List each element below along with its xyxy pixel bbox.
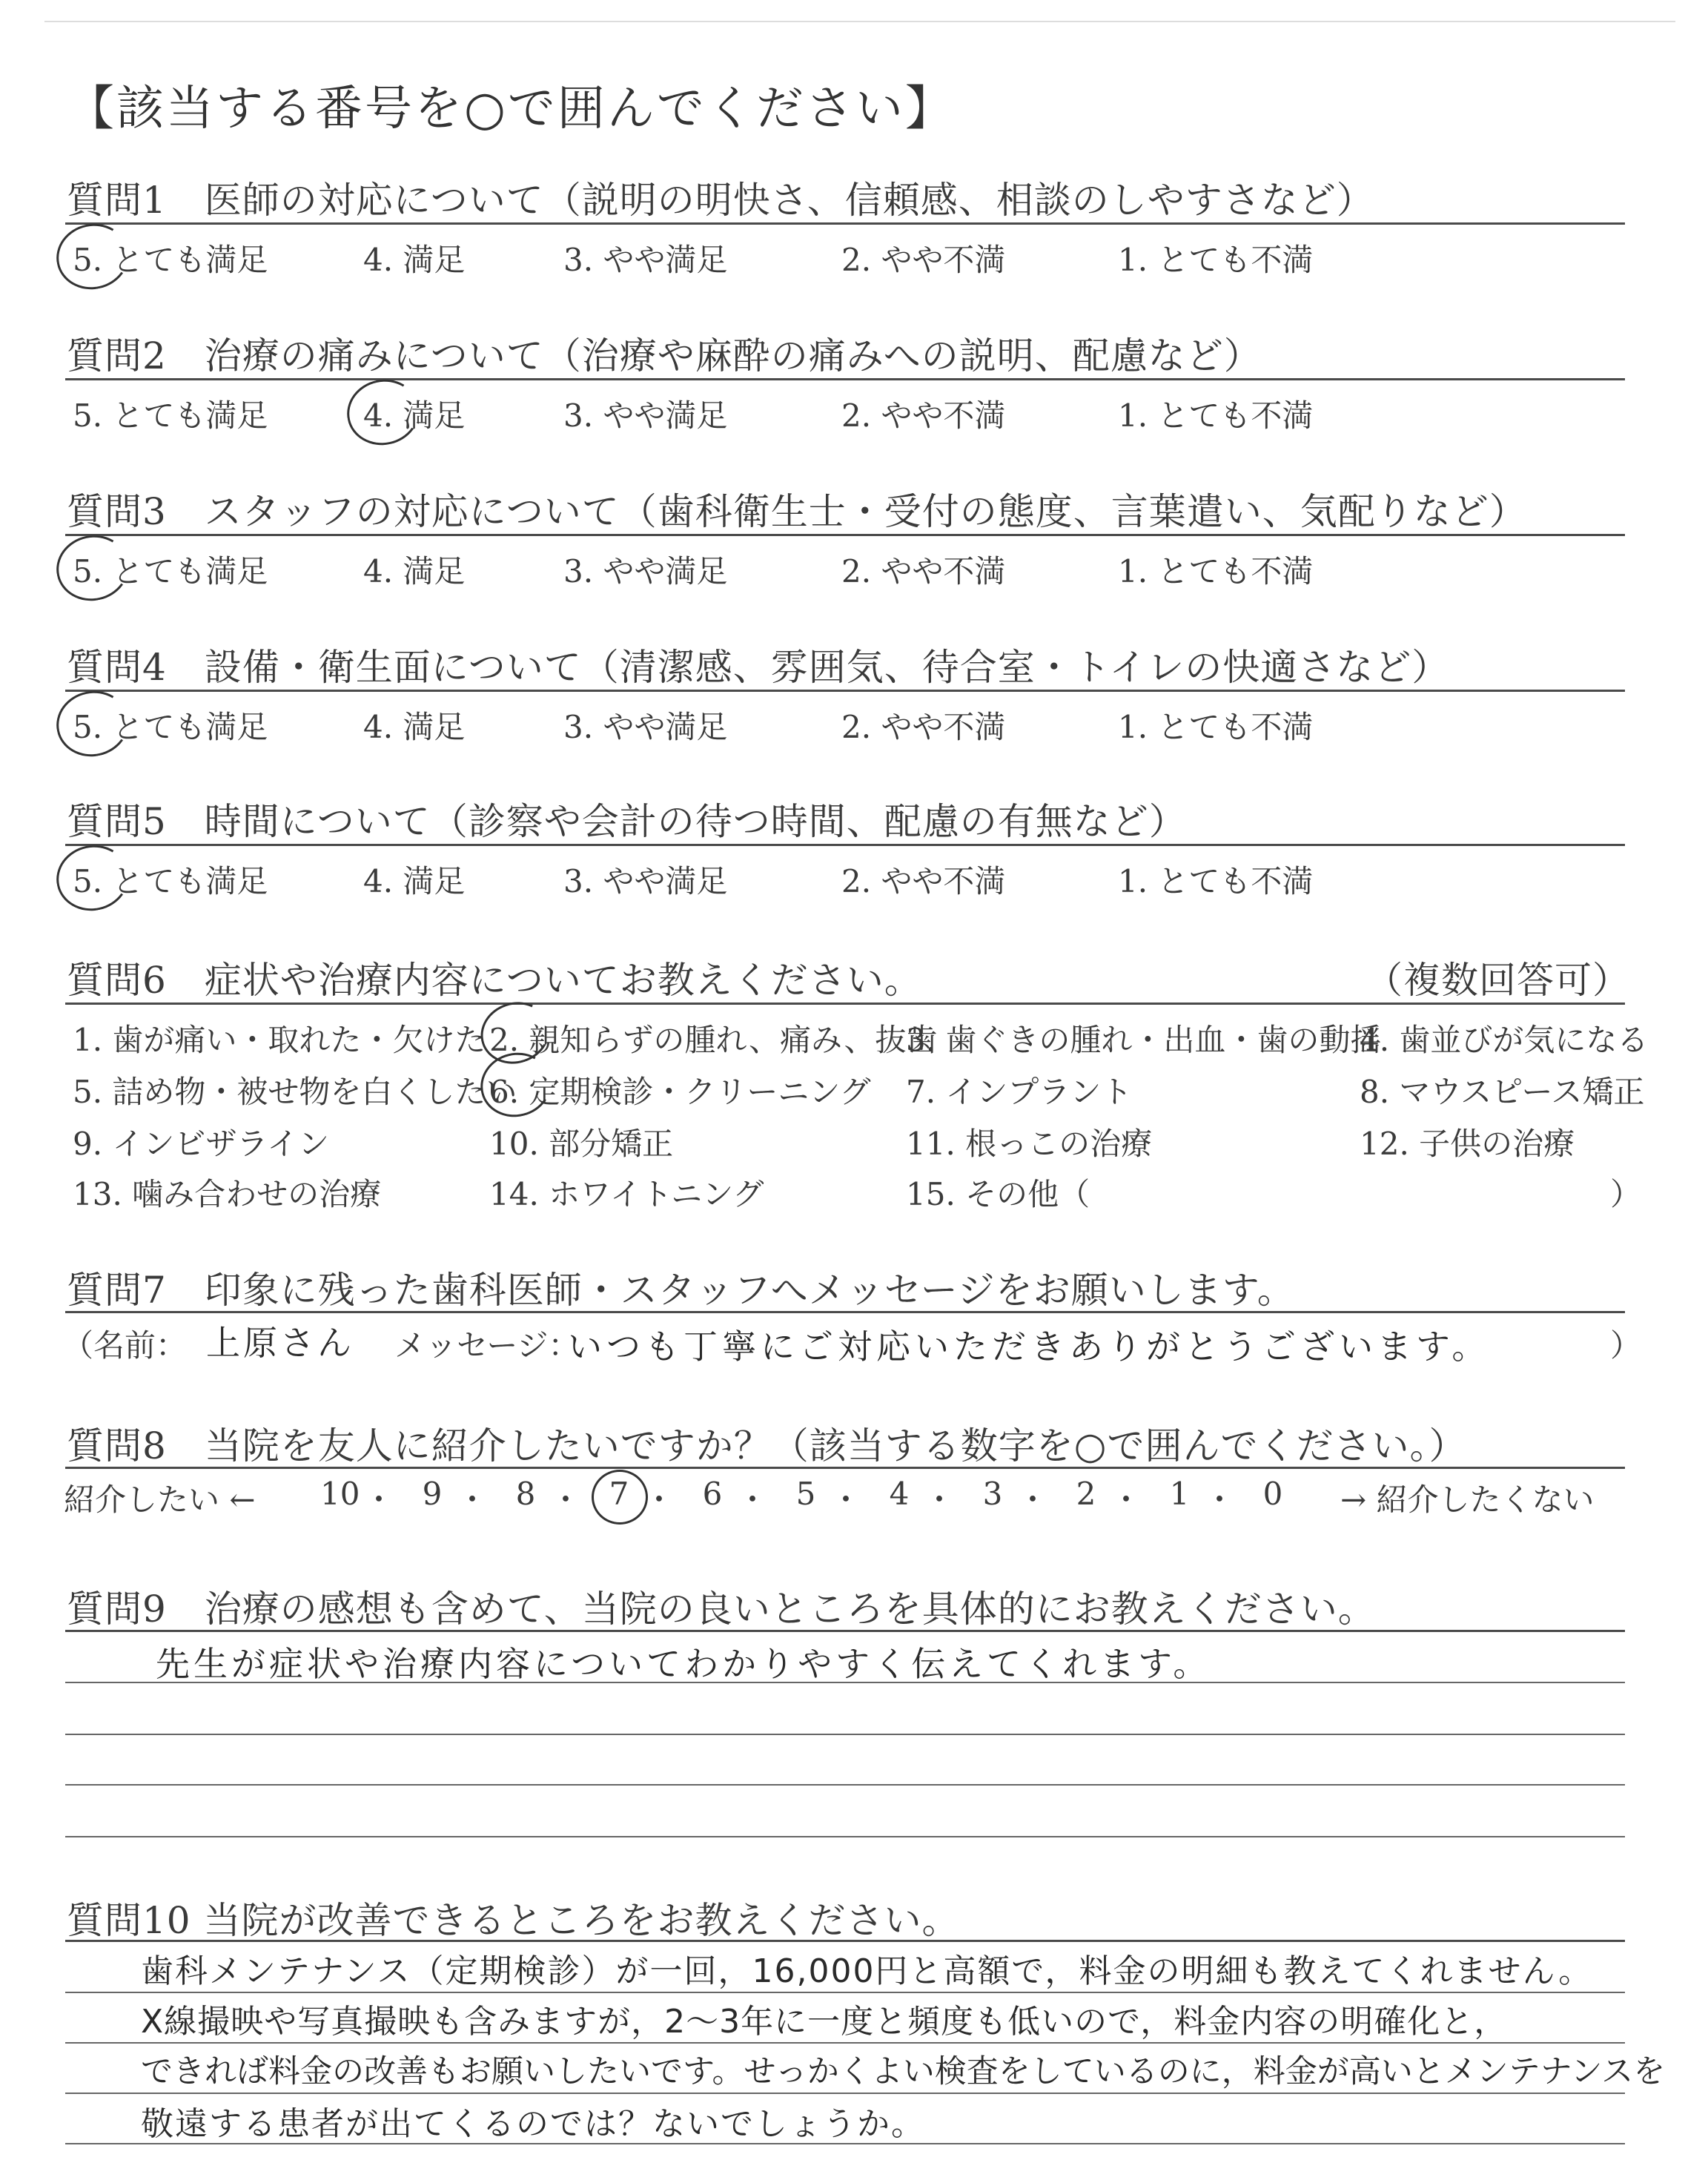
q3-option-5[interactable]: 5. とても満足 xyxy=(73,553,268,589)
q4-option-1[interactable]: 1. とても不満 xyxy=(1118,709,1314,745)
q6-option-5[interactable]: 5. 詰め物・被せ物を白くしたい xyxy=(73,1074,517,1110)
q4-option-2[interactable]: 2. やや不満 xyxy=(841,709,1006,745)
q10-line-2 xyxy=(65,2042,1625,2044)
q8-scale-10[interactable]: 10 xyxy=(320,1476,360,1512)
q1-title: 質問1 医師の対応について（説明の明快さ、信頼感、相談のしやすさなど） xyxy=(67,179,1374,222)
q8-right-label: → 紹介したくない xyxy=(1340,1482,1595,1518)
q8-scale-separator: ・ xyxy=(737,1482,769,1518)
q10-line-4 xyxy=(65,2143,1625,2144)
q4-option-3[interactable]: 3. やや満足 xyxy=(563,709,728,745)
q8-scale-separator: ・ xyxy=(1017,1482,1049,1518)
q3-rule xyxy=(65,534,1625,536)
q7-rule xyxy=(65,1311,1625,1313)
q10-answer-line-4[interactable]: 敬遠する患者が出てくるのでは？ないでしょうか。 xyxy=(141,2105,925,2143)
q5-option-3[interactable]: 3. やや満足 xyxy=(563,863,728,899)
q3-option-1[interactable]: 1. とても不満 xyxy=(1118,553,1314,589)
q1-option-2[interactable]: 2. やや不満 xyxy=(841,242,1006,278)
q2-option-5[interactable]: 5. とても満足 xyxy=(73,397,268,434)
q10-line-3 xyxy=(65,2093,1625,2094)
q8-scale-separator: ・ xyxy=(1110,1482,1142,1518)
q3-option-2[interactable]: 2. やや不満 xyxy=(841,553,1006,589)
q5-option-2[interactable]: 2. やや不満 xyxy=(841,863,1006,899)
q8-title: 質問8 当院を友人に紹介したいですか？（該当する数字を○で囲んでください。） xyxy=(67,1424,1467,1467)
q9-line-4 xyxy=(65,1836,1625,1837)
q6-option-12[interactable]: 12. 子供の治療 xyxy=(1360,1126,1575,1162)
q7-prefix: （名前： xyxy=(62,1327,188,1364)
q9-line-3 xyxy=(65,1784,1625,1786)
q7-title: 質問7 印象に残った歯科医師・スタッフへメッセージをお願いします。 xyxy=(67,1269,1295,1312)
q8-scale-separator: ・ xyxy=(1204,1482,1236,1518)
q8-scale-9[interactable]: 9 xyxy=(422,1476,443,1512)
scan-edge xyxy=(44,21,1675,22)
q1-option-3[interactable]: 3. やや満足 xyxy=(563,242,728,278)
q2-option-3[interactable]: 3. やや満足 xyxy=(563,397,728,434)
q4-option-5[interactable]: 5. とても満足 xyxy=(73,709,268,745)
q8-scale-separator: ・ xyxy=(550,1482,582,1518)
q8-scale-separator: ・ xyxy=(830,1482,862,1518)
q6-note: （複数回答可） xyxy=(1366,959,1630,1002)
q10-line-1 xyxy=(65,1992,1625,1993)
q8-scale-8[interactable]: 8 xyxy=(515,1476,536,1512)
q6-option-14[interactable]: 14. ホワイトニング xyxy=(489,1176,764,1212)
q9-line-1 xyxy=(65,1682,1625,1683)
q8-scale-separator: ・ xyxy=(924,1482,956,1518)
q1-selection-circle xyxy=(50,217,135,296)
q6-option-2[interactable]: 2. 親知らずの腫れ、痛み、抜歯 xyxy=(489,1022,938,1058)
q9-line-2 xyxy=(65,1734,1625,1735)
q8-scale-separator: ・ xyxy=(643,1482,675,1518)
q10-answer-line-1[interactable]: 歯科メンテナンス（定期検診）が一回，16,000円と高額で，料金の明細も教えてくれません。 xyxy=(141,1952,1593,1990)
q5-rule xyxy=(65,844,1625,846)
q6-rule xyxy=(65,1003,1625,1005)
q9-answer[interactable]: 先生が症状や治療内容についてわかりやすく伝えてくれます。 xyxy=(156,1644,1211,1684)
q8-scale-2[interactable]: 2 xyxy=(1076,1476,1096,1512)
q2-option-4[interactable]: 4. 満足 xyxy=(363,397,466,434)
q2-selection-circle xyxy=(341,373,426,452)
page-header: 【該当する番号を○で囲んでください】 xyxy=(67,82,955,136)
q7-message[interactable]: いつも丁寧にご対応いただきありがとうございます。 xyxy=(568,1327,1491,1367)
q7-message-label: メッセージ： xyxy=(394,1327,580,1364)
q6-option-11[interactable]: 11. 根っこの治療 xyxy=(906,1126,1153,1162)
q5-selection-circle xyxy=(50,839,135,917)
q8-scale-0[interactable]: 0 xyxy=(1262,1476,1283,1512)
q2-option-1[interactable]: 1. とても不満 xyxy=(1118,397,1314,434)
q5-option-5[interactable]: 5. とても満足 xyxy=(73,863,268,899)
q2-rule xyxy=(65,378,1625,380)
q5-option-4[interactable]: 4. 満足 xyxy=(363,863,466,899)
q6-option-7[interactable]: 7. インプラント xyxy=(906,1074,1133,1110)
q10-title: 質問10 当院が改善できるところをお教えください。 xyxy=(67,1899,960,1942)
q2-title: 質問2 治療の痛みについて（治療や麻酔の痛みへの説明、配慮など） xyxy=(67,334,1262,377)
q3-title: 質問3 スタッフの対応について（歯科衛生士・受付の態度、言葉遣い、気配りなど） xyxy=(67,490,1527,533)
q4-title: 質問4 設備・衛生面について（清潔感、雰囲気、待合室・トイレの快適さなど） xyxy=(67,646,1450,689)
q7-name[interactable]: 上原さん xyxy=(206,1323,354,1363)
q1-option-5[interactable]: 5. とても満足 xyxy=(73,242,268,278)
q3-option-3[interactable]: 3. やや満足 xyxy=(563,553,728,589)
q9-title: 質問9 治療の感想も含めて、当院の良いところを具体的にお教えください。 xyxy=(67,1588,1376,1631)
q8-scale-1[interactable]: 1 xyxy=(1169,1476,1190,1512)
q2-option-2[interactable]: 2. やや不満 xyxy=(841,397,1006,434)
q6-option-6[interactable]: 6. 定期検診・クリーニング xyxy=(489,1074,871,1110)
q8-scale-7[interactable]: 7 xyxy=(609,1476,629,1512)
q8-scale-3[interactable]: 3 xyxy=(982,1476,1003,1512)
q4-rule xyxy=(65,690,1625,692)
q8-scale-separator: ・ xyxy=(457,1482,489,1518)
q4-selection-circle xyxy=(50,684,135,763)
q10-answer-line-3[interactable]: できれば料金の改善もお願いしたいです。せっかくよい検査をしているのに，料金が高いとメンテナンスを xyxy=(141,2053,1666,2090)
q5-option-1[interactable]: 1. とても不満 xyxy=(1118,863,1314,899)
q6-option-15-close: ） xyxy=(1610,1176,1642,1212)
q4-option-4[interactable]: 4. 満足 xyxy=(363,709,466,745)
q8-scale-separator: ・ xyxy=(363,1482,395,1518)
q6-option-13[interactable]: 13. 噛み合わせの治療 xyxy=(73,1176,382,1212)
q8-left-label: 紹介したい ← xyxy=(64,1482,256,1518)
q10-rule xyxy=(65,1940,1625,1942)
q5-title: 質問5 時間について（診察や会計の待つ時間、配慮の有無など） xyxy=(67,800,1187,843)
q6-option-4[interactable]: 4. 歯並びが気になる xyxy=(1360,1022,1649,1058)
q8-scale-4[interactable]: 4 xyxy=(889,1476,910,1512)
q1-option-4[interactable]: 4. 満足 xyxy=(363,242,466,278)
q7-suffix: ） xyxy=(1610,1327,1642,1364)
q8-scale-6[interactable]: 6 xyxy=(702,1476,723,1512)
q8-selection-circle xyxy=(592,1470,648,1525)
q10-answer-line-2[interactable]: X線撮映や写真撮映も含みますが，2〜3年に一度と頻度も低いので，料金内容の明確化と， xyxy=(141,2003,1508,2041)
q9-rule xyxy=(65,1630,1625,1632)
q6-option-8[interactable]: 8. マウスピース矯正 xyxy=(1360,1074,1645,1110)
q1-option-1[interactable]: 1. とても不満 xyxy=(1118,242,1314,278)
q6-option-1[interactable]: 1. 歯が痛い・取れた・欠けた xyxy=(73,1022,486,1058)
q3-option-4[interactable]: 4. 満足 xyxy=(363,553,466,589)
q6-option-9[interactable]: 9. インビザライン xyxy=(73,1126,330,1162)
q8-scale-5[interactable]: 5 xyxy=(795,1476,816,1512)
q6-option-15[interactable]: 15. その他（ xyxy=(906,1176,1090,1212)
q8-rule xyxy=(65,1467,1625,1469)
q6-option-10[interactable]: 10. 部分矯正 xyxy=(489,1126,674,1162)
q3-selection-circle xyxy=(50,529,135,607)
q1-rule xyxy=(65,222,1625,225)
q6-title: 質問6 症状や治療内容についてお教えください。 xyxy=(67,959,922,1002)
q6-option-3[interactable]: 3. 歯ぐきの腫れ・出血・歯の動揺 xyxy=(906,1022,1382,1058)
